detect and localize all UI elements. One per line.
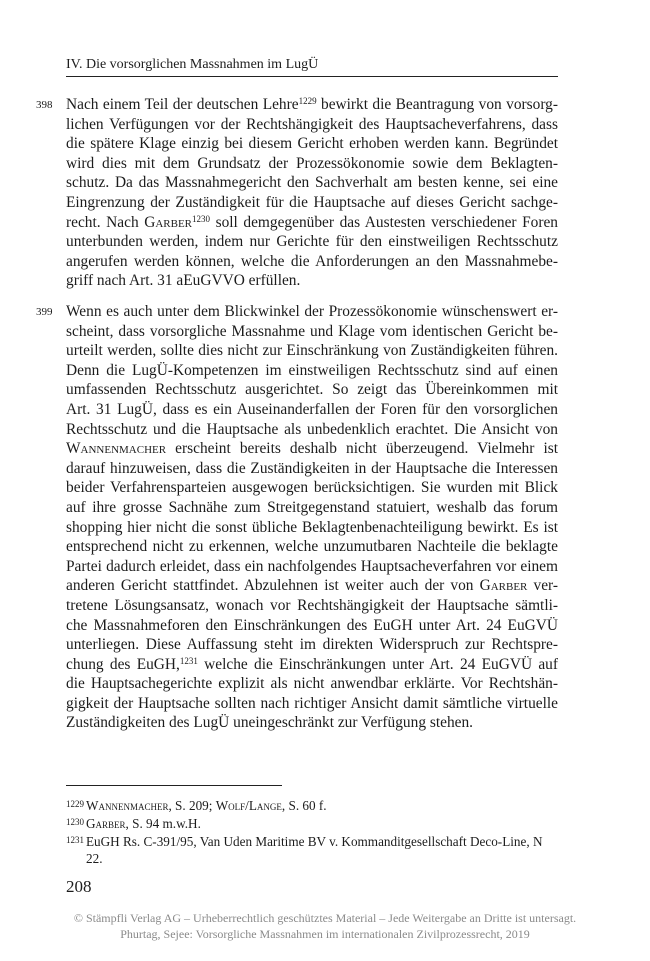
text-line: tretene Lösungsansatz, wonach vor Rechtshängigkeit der Hauptsache sämtli- bbox=[66, 596, 558, 614]
text-line: Rechtsschutz und die Hauptsache als unbedenklich erachtet. Die Ansicht von bbox=[66, 420, 558, 438]
author-name: Wannenmacher bbox=[86, 798, 169, 813]
citation-footer: Phurtag, Sejee: Vorsorgliche Massnahmen im internationalen Zivilprozessrecht, 2019 bbox=[120, 927, 530, 941]
text-line: beider Verfahrensparteien ausgewogen berücksichtigen. Sie wurden mit Blick bbox=[66, 479, 558, 497]
text-line: Wannenmacher erscheint bereits deshalb nicht überzeugend. Vielmehr ist bbox=[66, 440, 558, 458]
text-line: entsprechend nicht zu erkennen, welche unzumutbaren Nachteile die beklagte bbox=[66, 538, 558, 556]
text-line: unterbunden werden, indem nur Gerichte für den einstweiligen Rechtsschutz bbox=[66, 233, 558, 251]
footnote-number: 1230 bbox=[66, 817, 84, 827]
text-line: Denn die LugÜ-Kompetenzen im einstweiligen Rechtsschutz sind auf einen bbox=[66, 361, 558, 379]
paragraph-number: 398 bbox=[36, 99, 53, 111]
text-line: shopping hier nicht die sonst übliche Beklagtenbenachteiligung bewirkt. Es ist bbox=[66, 518, 558, 536]
text-line: lichen Verfügungen vor der Rechtshängigkeit des Hauptsacheverfahrens, dass bbox=[66, 115, 558, 133]
copyright-footer: © Stämpfli Verlag AG – Urheberrechtlich geschütztes Material – Jede Weitergabe an Dritte ist untersagt. bbox=[73, 911, 577, 925]
author-name: Garber bbox=[144, 213, 193, 231]
footnote-text: EuGH Rs. C-391/95, Van Uden Maritime BV v. Kommanditgesellschaft Deco-Line, N 22. bbox=[86, 834, 543, 866]
text-line: unterliegen. Diese Auffassung steht im direkten Widerspruch zur Rechtspre- bbox=[66, 636, 558, 654]
text-line: chung des EuGH,$^{1231}$ welche die Einschränkungen unter Art. 24 EuGVÜ auf bbox=[66, 655, 558, 673]
text-line: Art. 31 LugÜ, dass es ein Auseinanderfallen der Foren für den vorsorglichen bbox=[66, 400, 558, 418]
footnote-1230 bbox=[66, 815, 558, 832]
author-name: Garber bbox=[479, 577, 528, 595]
text-line: Nach einem Teil der deutschen Lehre$^{1229}$ bewirkt die Beantragung von vorsorg- bbox=[66, 96, 558, 113]
text-line: che Massnahmeforen den Einschränkungen des EuGH unter Art. 24 EuGVÜ bbox=[66, 616, 558, 634]
running-header: IV. Die vorsorglichen Massnahmen im LugÜ bbox=[66, 56, 558, 77]
text-line: griff nach Art. 31 aEuGVVO erfüllen. bbox=[66, 272, 301, 290]
author-name: Garber bbox=[86, 816, 126, 831]
text-line: scheint, dass vorsorgliche Massnahme und Klage vom identischen Gericht be- bbox=[66, 322, 558, 340]
footnote-number: 1229 bbox=[66, 799, 84, 809]
page-number: 208 bbox=[66, 877, 92, 896]
author-name: Wolf/Lange bbox=[215, 798, 282, 813]
text-line: Partei dadurch erleidet, dass ein nachfolgendes Hauptsacheverfahren vor einem bbox=[66, 557, 558, 575]
text-line: schutz. Da das Massnahmegericht den Sachverhalt am besten kenne, sei eine bbox=[66, 174, 558, 192]
paragraph-398 bbox=[66, 95, 558, 291]
footnote-number: 1231 bbox=[66, 835, 84, 845]
text-line: Zuständigkeiten des LugÜ uneingeschränkt zur Verfügung stehen. bbox=[66, 714, 474, 732]
text-line: Eingrenzung der Zuständigkeit für die Hauptsache auf dieses Gericht sachge- bbox=[66, 193, 558, 211]
footnote-ref: 1229 bbox=[298, 96, 317, 106]
text-line: darauf hinzuweisen, dass die Zuständigkeiten in der Hauptsache die Interessen bbox=[66, 459, 558, 477]
text-line: anderen Gericht stattfindet. Abzulehnen ist weiter auch der von Garber ver- bbox=[66, 577, 558, 595]
footnote-text: Wannenmacher, S. 209; Wolf/Lange, S. 60 f. bbox=[86, 798, 327, 813]
text-line: die spätere Klage einzig bei diesem Gericht erhoben werden kann. Begründet bbox=[66, 135, 558, 153]
footnote-divider bbox=[66, 785, 282, 786]
footnote-text: Garber, S. 94 m.w.H. bbox=[86, 816, 201, 831]
text-line: Wenn es auch unter dem Blickwinkel der Prozessökonomie wünschenswert er- bbox=[66, 303, 558, 320]
text-line: urteilt werden, sollte dies nicht zur Einschränkung von Zuständigkeiten führen. bbox=[66, 342, 558, 360]
footnote-1231 bbox=[66, 833, 558, 867]
text-line: auf ihre grosse Sachnähe zum Streitgegenstand statuiert, weshalb das forum bbox=[66, 498, 558, 516]
footnote-1229 bbox=[66, 797, 558, 814]
text-line: umfassenden Rechtsschutz ausgerichtet. So zeigt das Übereinkommen mit bbox=[66, 381, 558, 399]
text-line: recht. Nach Garber$^{1230}$ soll demgegenüber das Austesten verschiedener Foren bbox=[66, 213, 559, 231]
text-line: gigkeit der Hauptsache sollten nach richtiger Ansicht damit sämtliche virtuelle bbox=[66, 694, 558, 712]
text-line: die Hauptsachegerichte explizit als nicht anwendbar erklärte. Vor Rechtshän- bbox=[66, 675, 558, 693]
text-line: wird dies mit dem Grundsatz der Prozessökonomie sowie dem Beklagten- bbox=[66, 154, 558, 172]
author-name: Wannenmacher bbox=[66, 440, 167, 458]
footnote-ref: 1231 bbox=[179, 655, 198, 666]
text-line: angerufen werden können, welche die Anforderungen an den Massnahmebe- bbox=[66, 252, 558, 270]
footnote-ref: 1230 bbox=[192, 213, 211, 224]
paragraph-399 bbox=[66, 302, 558, 733]
paragraph-number: 399 bbox=[36, 306, 53, 318]
